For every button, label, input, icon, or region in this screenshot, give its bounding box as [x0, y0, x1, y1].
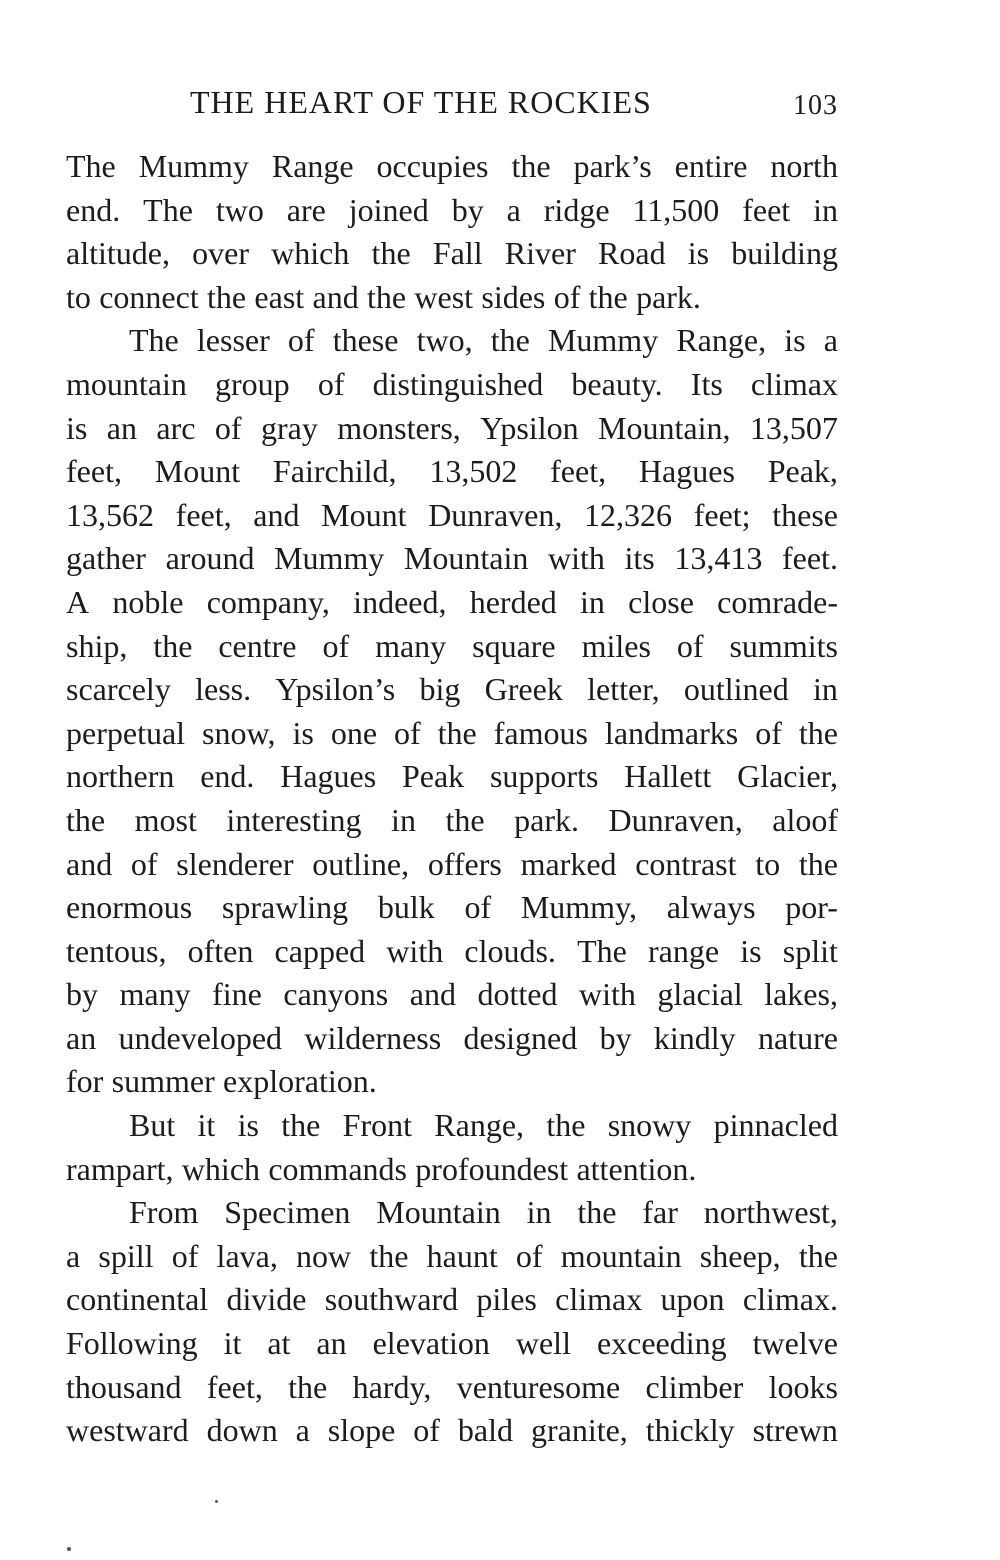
word: Mountain [403, 540, 529, 577]
word: Ypsilon’s [275, 671, 396, 708]
word: an [106, 409, 137, 446]
text-line [66, 1191, 838, 1235]
word: altitude, [66, 235, 170, 272]
word: two, [416, 322, 473, 359]
word: granite, [530, 1412, 628, 1449]
word: thickly [645, 1412, 735, 1449]
word: Fall [432, 235, 483, 272]
word: snow, [202, 714, 276, 751]
word: The [129, 322, 179, 359]
word: commands [268, 1150, 407, 1187]
word: Front [342, 1107, 412, 1144]
text-line [66, 232, 838, 276]
word: rampart, [66, 1150, 174, 1187]
word: a [506, 191, 521, 228]
word: occupies [376, 148, 489, 184]
word: the [511, 148, 551, 184]
word: far [642, 1194, 678, 1231]
word: sheep, [699, 1237, 781, 1274]
text-line [66, 407, 838, 451]
word: sides [481, 278, 546, 315]
word: Following [66, 1325, 198, 1362]
word: the [207, 278, 247, 315]
word: nature [757, 1019, 838, 1056]
word: the [546, 1107, 586, 1144]
word: undeveloped [118, 1019, 283, 1056]
word: end. [66, 191, 121, 228]
text-line [66, 1409, 838, 1453]
text-line [66, 537, 838, 581]
word: the [369, 1237, 409, 1274]
word: fine [212, 976, 262, 1013]
word: is [66, 409, 88, 446]
text-line [66, 886, 838, 930]
word: the [798, 845, 838, 882]
word: monsters, [337, 409, 461, 446]
word: split [782, 932, 838, 969]
word: divide [226, 1281, 307, 1318]
word: comrade- [717, 583, 838, 620]
word: 13,562 [66, 496, 154, 533]
word: which [181, 1150, 261, 1187]
word: for [66, 1063, 104, 1100]
word: climax [750, 365, 838, 402]
word: the [588, 278, 628, 315]
word: looks [768, 1368, 838, 1405]
word: gray [260, 409, 318, 446]
word: down [206, 1412, 278, 1449]
word: Road [598, 235, 666, 272]
word: are [286, 191, 326, 228]
word: dotted [477, 976, 558, 1013]
word: its [624, 540, 655, 577]
word: From [129, 1194, 199, 1231]
text-line [66, 319, 838, 363]
word: of [515, 1237, 543, 1274]
word: of [676, 627, 704, 664]
word: snowy [607, 1107, 692, 1144]
word: of [287, 322, 315, 359]
word: por- [785, 889, 838, 926]
word: of [755, 714, 782, 751]
text-line [66, 843, 838, 887]
word: is [237, 1107, 259, 1144]
word: noble [112, 583, 184, 620]
word: north [770, 148, 838, 184]
word: A [66, 583, 90, 620]
word: these [332, 322, 399, 359]
word: Mountain [376, 1194, 501, 1231]
word: many [119, 976, 191, 1013]
word: designed [463, 1019, 578, 1056]
word: piles [476, 1281, 537, 1318]
text-line [66, 1278, 838, 1322]
word: perpetual [66, 714, 186, 751]
word: a [295, 1412, 310, 1449]
word: mountain [560, 1237, 682, 1274]
word: lesser [196, 322, 270, 359]
text-line [66, 712, 838, 756]
word: 13,413 [674, 540, 763, 577]
word: slenderer [176, 845, 294, 882]
word: offers [427, 845, 502, 882]
word: park. [636, 278, 701, 315]
text-line [66, 625, 838, 669]
word: landmarks [604, 714, 739, 751]
word: Dunraven, [608, 801, 743, 838]
word: famous [493, 714, 588, 751]
text-line [66, 799, 838, 843]
word: the [437, 714, 477, 751]
word: spill [98, 1237, 154, 1274]
word: Mummy [274, 540, 385, 577]
word: climax [555, 1281, 643, 1318]
word: feet; [693, 496, 751, 533]
word: joined [348, 191, 429, 228]
word: Hagues [638, 453, 735, 490]
text-line [66, 1366, 838, 1410]
text-line [66, 189, 838, 233]
word: The [143, 191, 193, 228]
word: clouds. [464, 932, 556, 969]
word: end. [200, 758, 255, 795]
word: in [391, 801, 416, 838]
word: supports [489, 758, 599, 795]
word: climber [645, 1368, 744, 1405]
word: 11,500 [632, 191, 720, 228]
word: around [165, 540, 255, 577]
word: company, [206, 583, 330, 620]
word: Mummy [547, 322, 659, 359]
text-line [66, 668, 838, 712]
text-line [66, 1235, 838, 1279]
word: of [130, 845, 158, 882]
word: exceeding [596, 1325, 727, 1362]
word: Range [271, 148, 354, 184]
word: attention. [576, 1150, 697, 1187]
word: connect [99, 278, 199, 315]
word: well [515, 1325, 571, 1362]
word: But [129, 1107, 176, 1144]
word: entire [674, 148, 748, 184]
word: of [394, 714, 421, 751]
word: miles [581, 627, 651, 664]
word: elevation [372, 1325, 490, 1362]
word: is [292, 714, 314, 751]
word: the [371, 235, 411, 272]
word: Its [690, 365, 723, 402]
word: indeed, [353, 583, 447, 620]
word: the [798, 1237, 838, 1274]
word: Hallett [624, 758, 712, 795]
word: mountain [66, 365, 187, 402]
word: in [813, 191, 838, 228]
word: feet. [781, 540, 838, 577]
word: Mummy, [520, 889, 637, 926]
word: a [66, 1237, 81, 1274]
word: Range, [434, 1107, 525, 1144]
word: wilderness [304, 1019, 442, 1056]
word: the [490, 322, 530, 359]
word: feet, [66, 453, 122, 490]
word: the [66, 801, 106, 838]
word: park. [514, 801, 579, 838]
word: Peak, [767, 453, 838, 490]
word: to [755, 845, 781, 882]
word: Mount [321, 496, 407, 533]
word: continental [66, 1281, 209, 1318]
word: is [687, 235, 710, 272]
word: with [547, 540, 605, 577]
word: in [580, 583, 605, 620]
word: distinguished [372, 365, 544, 402]
word: 13,507 [749, 409, 838, 446]
word: by [599, 1019, 632, 1056]
word: by [66, 976, 98, 1013]
word: tentous, [66, 932, 167, 969]
word: pinnacled [713, 1107, 838, 1144]
print-speck [215, 1500, 218, 1503]
word: two [215, 191, 264, 228]
word: interesting [226, 801, 362, 838]
word: ship, [66, 627, 128, 664]
word: 13,502 [429, 453, 518, 490]
word: group [215, 365, 290, 402]
word: feet, [175, 496, 232, 533]
word: which [271, 235, 350, 272]
text-line [66, 755, 838, 799]
word: in [813, 671, 838, 708]
word: of [317, 365, 345, 402]
word: gather [66, 540, 146, 577]
word: hardy, [352, 1368, 432, 1405]
text-line [66, 450, 838, 494]
word: Fairchild, [272, 453, 397, 490]
word: a [823, 322, 838, 359]
text-line [66, 1017, 838, 1061]
word: park’s [573, 148, 652, 184]
word: The [66, 148, 116, 184]
word: these [772, 496, 838, 533]
body-text [66, 145, 838, 1453]
word: summits [729, 627, 838, 664]
word: centre [218, 627, 297, 664]
word: west [414, 278, 474, 315]
text-line [66, 1148, 838, 1192]
word: slope [327, 1412, 396, 1449]
word: Mummy [138, 148, 249, 184]
word: lakes, [764, 976, 838, 1013]
word: southward [324, 1281, 459, 1318]
word: beauty. [571, 365, 663, 402]
text-line [66, 973, 838, 1017]
word: northwest, [703, 1194, 838, 1231]
word: climax. [742, 1281, 838, 1318]
word: Range, [676, 322, 767, 359]
word: and [253, 496, 300, 533]
word: letter, [587, 671, 660, 708]
word: aloof [772, 801, 838, 838]
word: upon [660, 1281, 725, 1318]
text-line [66, 494, 838, 538]
word: ridge [543, 191, 610, 228]
word: feet, [206, 1368, 263, 1405]
print-speck [67, 1547, 71, 1551]
word: many [375, 627, 447, 664]
word: herded [469, 583, 557, 620]
word: to [66, 278, 91, 315]
word: most [134, 801, 197, 838]
word: and [312, 278, 359, 315]
word: capped [274, 932, 366, 969]
word: Mountain, [598, 409, 731, 446]
word: enormous [66, 889, 193, 926]
word: northern [66, 758, 175, 795]
word: range [648, 932, 720, 969]
text-line [66, 930, 838, 974]
word: now [296, 1237, 352, 1274]
running-head-title: THE HEART OF THE ROCKIES [190, 84, 652, 120]
word: Specimen [224, 1194, 351, 1231]
word: with [386, 932, 444, 969]
word: square [472, 627, 556, 664]
word: the [153, 627, 193, 664]
word: the [367, 278, 407, 315]
word: one [330, 714, 378, 751]
word: of [553, 278, 581, 315]
text-line [66, 581, 838, 625]
word: an [316, 1325, 347, 1362]
text-line [66, 145, 838, 189]
word: the [288, 1368, 328, 1405]
word: Mount [154, 453, 241, 490]
word: big [419, 671, 461, 708]
word: kindly [653, 1019, 736, 1056]
word: it [223, 1325, 242, 1362]
word: at [267, 1325, 291, 1362]
text-line [66, 1104, 838, 1148]
word: scarcely [66, 671, 171, 708]
word: summer [111, 1063, 215, 1100]
word: strewn [752, 1412, 838, 1449]
word: the [281, 1107, 321, 1144]
word: and [409, 976, 456, 1013]
word: Dunraven, [428, 496, 563, 533]
word: outline, [312, 845, 410, 882]
word: less. [195, 671, 252, 708]
word: glacial [657, 976, 743, 1013]
word: an [66, 1019, 97, 1056]
word: outlined [683, 671, 789, 708]
word: it [197, 1107, 216, 1144]
word: is [784, 322, 806, 359]
word: of [464, 889, 492, 926]
word: of [322, 627, 350, 664]
word: building [731, 235, 838, 272]
word: twelve [752, 1325, 838, 1362]
word: lava, [216, 1237, 278, 1274]
word: feet [742, 191, 791, 228]
word: Greek [484, 671, 563, 708]
word: always [666, 889, 756, 926]
word: canyons [283, 976, 389, 1013]
word: contrast [635, 845, 737, 882]
word: in [526, 1194, 552, 1231]
word: with [578, 976, 636, 1013]
word: east [254, 278, 305, 315]
word: feet, [550, 453, 607, 490]
running-head [66, 84, 838, 128]
word: the [798, 714, 838, 751]
word: and [66, 845, 113, 882]
word: Hagues [280, 758, 377, 795]
word: Glacier, [737, 758, 838, 795]
word: the [445, 801, 485, 838]
word: exploration. [223, 1063, 377, 1100]
word: 12,326 [584, 496, 673, 533]
word: bulk [377, 889, 435, 926]
word: The [577, 932, 627, 969]
word: haunt [426, 1237, 498, 1274]
word: marked [520, 845, 617, 882]
word: of [171, 1237, 199, 1274]
word: River [504, 235, 576, 272]
word: arc [156, 409, 196, 446]
text-line [66, 276, 838, 320]
word: is [740, 932, 762, 969]
page-number: 103 [793, 90, 838, 121]
text-line [66, 1322, 838, 1366]
text-line [66, 363, 838, 407]
word: profoundest [415, 1150, 569, 1187]
word: of [413, 1412, 440, 1449]
text-line [66, 1060, 838, 1104]
word: by [451, 191, 484, 228]
word: Peak [401, 758, 465, 795]
word: bald [457, 1412, 513, 1449]
word: often [187, 932, 254, 969]
word: over [192, 235, 249, 272]
word: close [628, 583, 694, 620]
word: venturesome [456, 1368, 621, 1405]
word: westward [66, 1412, 189, 1449]
word: Ypsilon [480, 409, 579, 446]
word: the [577, 1194, 617, 1231]
word: thousand [66, 1368, 182, 1405]
word: sprawling [221, 889, 349, 926]
word: of [214, 409, 242, 446]
